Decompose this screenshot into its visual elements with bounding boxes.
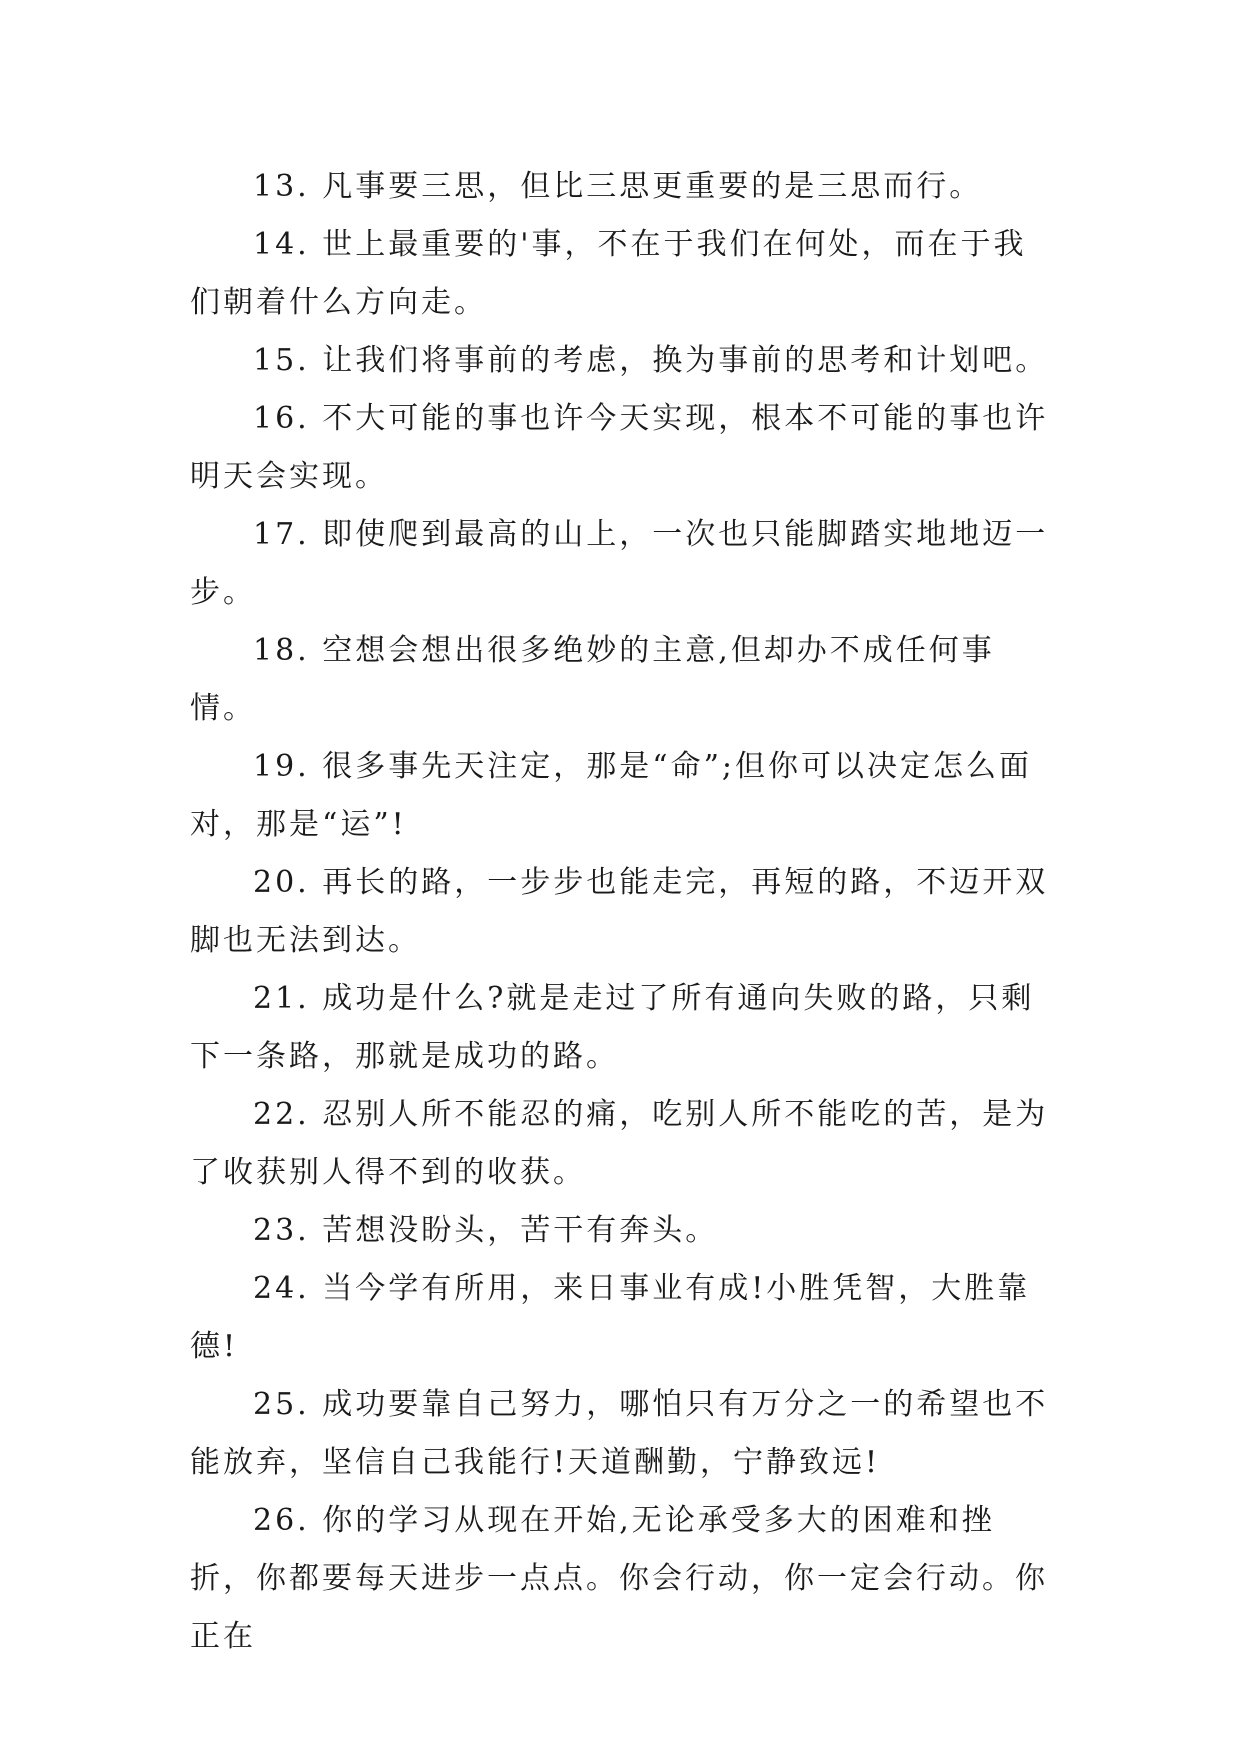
paragraph-14: 14. 世上最重要的'事，不在于我们在何处，而在于我们朝着什么方向走。 [190, 227, 1027, 320]
paragraph-24: 24. 当今学有所用，来日事业有成!小胜凭智，大胜靠德! [190, 1271, 1031, 1364]
paragraph-16: 16. 不大可能的事也许今天实现，根本不可能的事也许明天会实现。 [190, 401, 1049, 494]
paragraph-18: 18. 空想会想出很多绝妙的主意,但却办不成任何事情。 [190, 633, 995, 726]
document-body [190, 158, 1050, 1666]
paragraph-19: 19. 很多事先天注定，那是“命”;但你可以决定怎么面对，那是“运”! [190, 749, 1033, 842]
paragraph-13: 13. 凡事要三思，但比三思更重要的是三思而行。 [253, 169, 983, 204]
paragraph-25: 25. 成功要靠自己努力，哪怕只有万分之一的希望也不能放弃，坚信自己我能行!天道酬勤，宁静致远! [190, 1387, 1049, 1480]
paragraph-21: 21. 成功是什么?就是走过了所有通向失败的路，只剩下一条路，那就是成功的路。 [190, 981, 1035, 1074]
paragraph-23: 23. 苦想没盼头，苦干有奔头。 [253, 1213, 719, 1248]
paragraph-17: 17. 即使爬到最高的山上，一次也只能脚踏实地地迈一步。 [190, 517, 1049, 610]
paragraph-26: 26. 你的学习从现在开始,无论承受多大的困难和挫折，你都要每天进步一点点。你会行动，你一定会行动。你正在 [190, 1503, 1048, 1654]
paragraph-15: 15. 让我们将事前的考虑，换为事前的思考和计划吧。 [253, 343, 1049, 378]
paragraph-22: 22. 忍别人所不能忍的痛，吃别人所不能吃的苦，是为了收获别人得不到的收获。 [190, 1097, 1049, 1190]
paragraph-20: 20. 再长的路，一步步也能走完，再短的路，不迈开双脚也无法到达。 [190, 865, 1049, 958]
